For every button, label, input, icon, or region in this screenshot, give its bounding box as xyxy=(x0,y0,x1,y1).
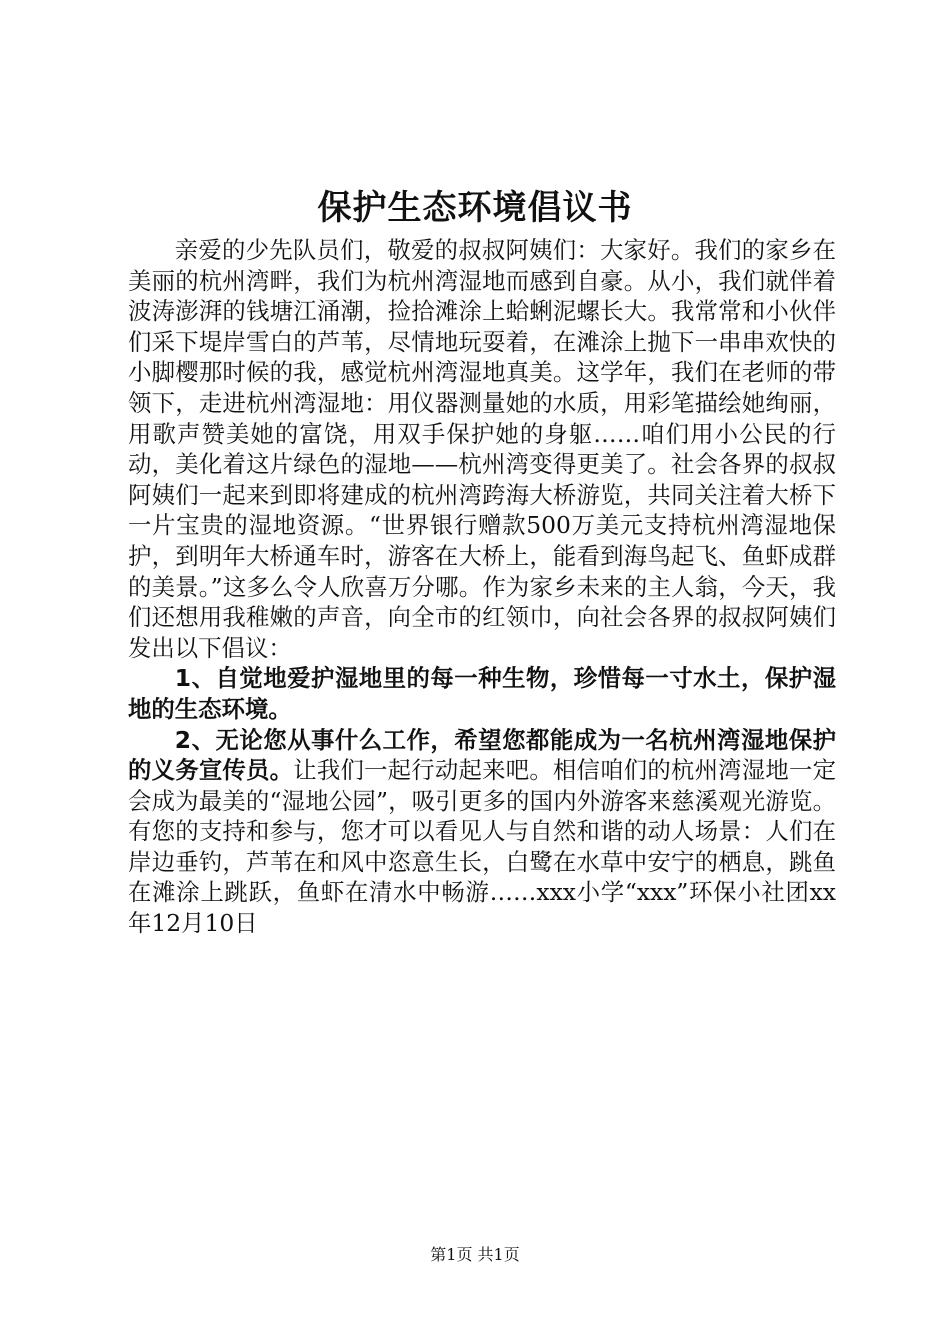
page-footer: 第1页 共1页 xyxy=(430,1245,520,1264)
document-body xyxy=(128,235,836,939)
proposal-2-heading: 2、无论您从事什么工作，希望您都能成为一名杭州湾湿地保护的义务宣传员。 xyxy=(128,725,836,785)
document-title: 保护生态环境倡议书 xyxy=(317,188,633,228)
intro-paragraph: 亲爱的少先队员们，敬爱的叔叔阿姨们：大家好。我们的家乡在美丽的杭州湾畔，我们为杭州湾湿地而感到自豪。从小，我们就伴着波涛澎湃的钱塘江涌潮，捡拾滩涂上蛤蜊泥螺长大。我常常和小伙伴们采下堤岸雪白的芦苇，尽情地玩耍着，在滩涂上抛下一串串欢快的小脚樱那时候的我，感觉杭州湾湿地真美。这学年，我们在老师的带领下，走进杭州湾湿地：用仪器测量她的水质，用彩笔描绘她绚丽，用歌声赞美她的富饶，用双手保护她的身躯……咱们用小公民的行动，美化着这片绿色的湿地——杭州湾变得更美了。社会各界的叔叔阿姨们一起来到即将建成的杭州湾跨海大桥游览，共同关注着大桥下一片宝贵的湿地资源。“世界银行赠款500万美元支持杭州湾湿地保护，到明年大桥通车时，游客在大桥上，能看到海鸟起飞、鱼虾成群的美景。”这多么令人欣喜万分哪。作为家乡未来的主人翁，今天，我们还想用我稚嫩的声音，向全市的红领巾，向社会各界的叔叔阿姨们发出以下倡议： xyxy=(128,236,836,662)
proposal-2 xyxy=(128,725,836,939)
proposal-2-body: 让我们一起行动起来吧。相信咱们的杭州湾湿地一定会成为最美的“湿地公园”，吸引更多的国内外游客来慈溪观光游览。有您的支持和参与，您才可以看见人与自然和谐的动人场景：人们在岸边垂钓，芦苇在和风中恣意生长，白鹭在水草中安宁的栖息，跳鱼在滩涂上跳跃，鱼虾在清水中畅游……xxx小学“xxx”环保小社团xx年12月10日 xyxy=(128,756,836,938)
proposal-1: 1、自觉地爱护湿地里的每一种生物，珍惜每一寸水土，保护湿地的生态环境。 xyxy=(128,664,836,723)
